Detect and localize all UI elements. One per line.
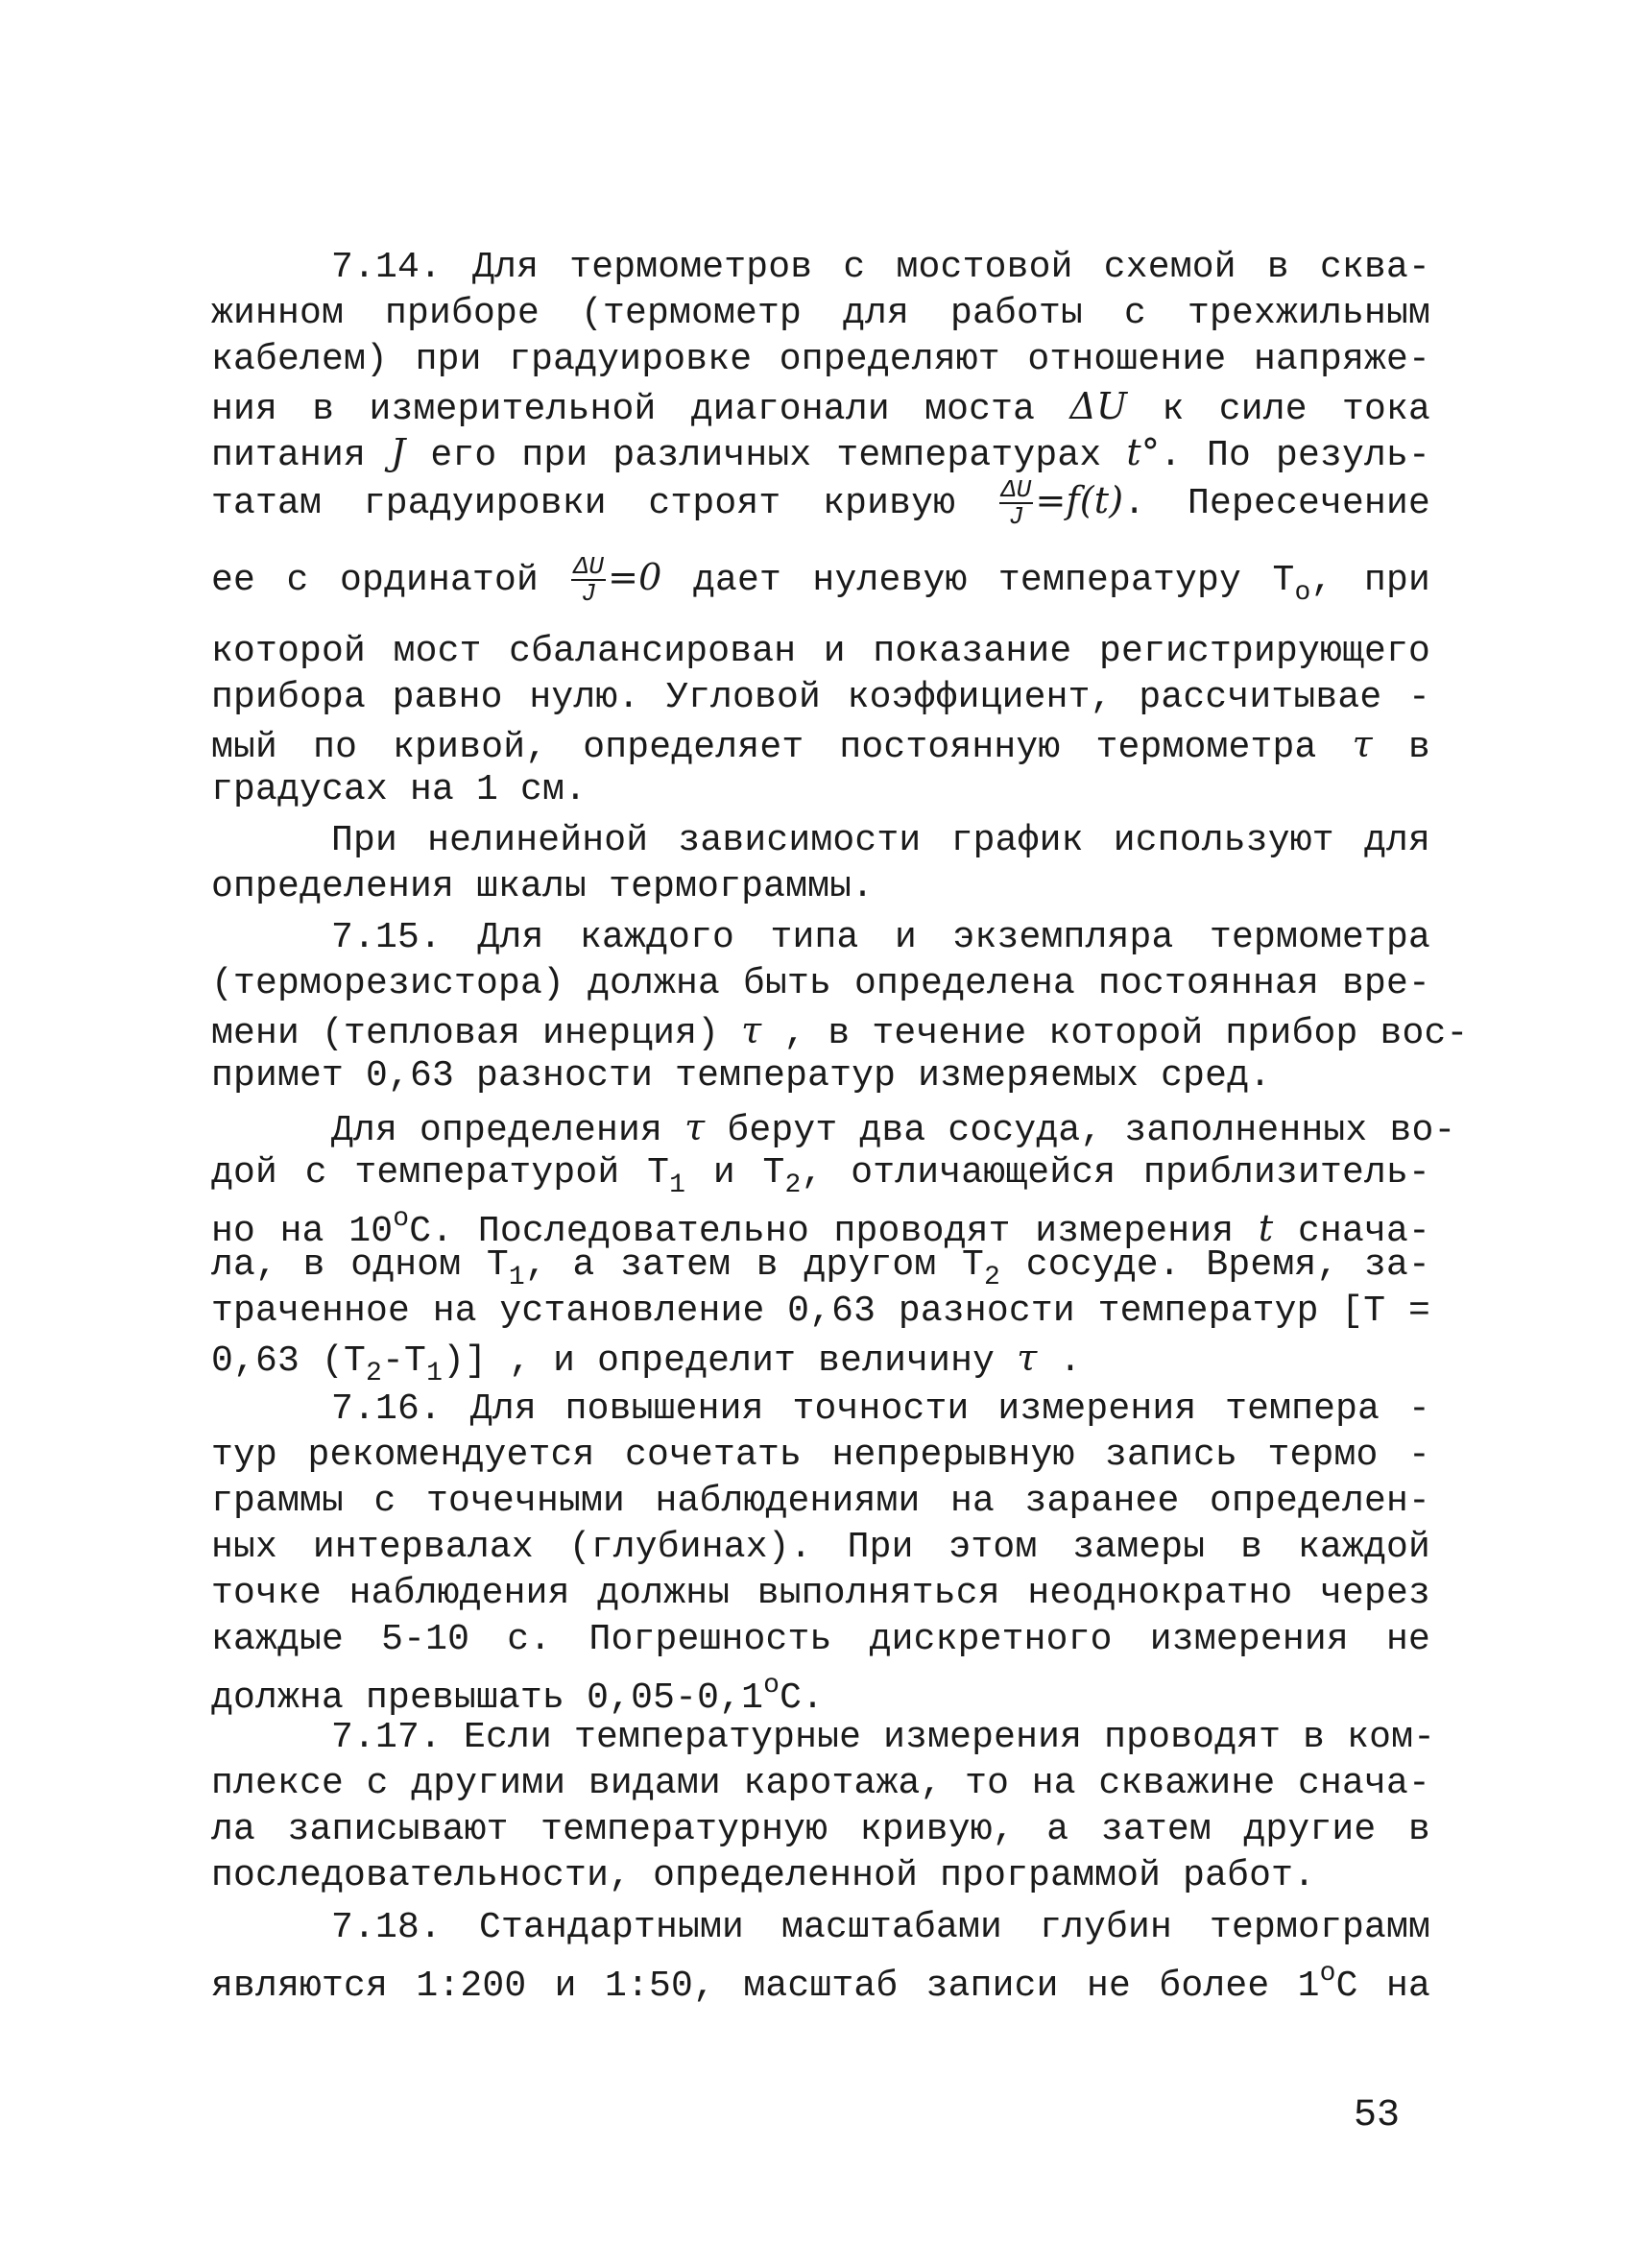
- text-line: Для определения τ берут два сосуда, заполненных во-: [331, 1106, 1456, 1151]
- text-line: ее с ординатой $\frac{\Delta U}{J}$ =0 дает нулевую температуру $T_o$, при: [211, 552, 1430, 609]
- text-line: граммы с точечными наблюдениями на заранее определен-: [211, 1481, 1430, 1522]
- text-line: 7.15. Для каждого типа и экземпляра термометра: [331, 917, 1430, 958]
- text-line: татам градуировки строят кривую $\frac{\Delta U}{J}$ =f(t). Пересечение: [211, 475, 1430, 531]
- tau-symbol: τ: [1352, 723, 1373, 765]
- text-line: 0,63 $(T_2-T_1)$] , и определит величину τ .: [211, 1337, 1082, 1388]
- text-line: кабелем) при градуировке определяют отношение напряже-: [211, 339, 1430, 380]
- text-line: жинном приборе (термометр для работы с трехжильным: [211, 293, 1430, 334]
- text-line: ла, в одном $T_1$, а затем в другом $T_2$ сосуде. Время, за-: [211, 1244, 1430, 1292]
- text-line: траченное на установление 0,63 разности температур [T =: [211, 1291, 1430, 1332]
- text-line: являются 1:200 и 1:50, масштаб записи не более 1$^o$С на: [211, 1959, 1430, 2007]
- tau-symbol: τ: [741, 1009, 762, 1051]
- text-line: ных интервалах (глубинах). При этом замеры в каждой: [211, 1527, 1430, 1568]
- text-line: 7.18. Стандартными масштабами глубин термограмм: [331, 1907, 1430, 1948]
- tau-symbol: τ: [684, 1106, 706, 1148]
- text-line: мени (тепловая инерция) τ , в течение которой прибор вос-: [211, 1009, 1469, 1054]
- current-symbol: J: [391, 431, 406, 473]
- text-line: (терморезистора) должна быть определена постоянная вре-: [211, 963, 1430, 1004]
- text-line: ния в измерительной диагонали моста ΔU к силе тока: [211, 385, 1430, 430]
- text-line: мый по кривой, определяет постоянную термометра τ в: [211, 723, 1430, 768]
- text-line: примет 0,63 разности температур измеряемых сред.: [211, 1055, 1272, 1097]
- text-line: но на 10$^o$С. Последовательно проводят измерения t снача-: [211, 1204, 1430, 1252]
- text-line: дой с температурой $T_1$ и $T_2$, отличающейся приблизитель-: [211, 1152, 1431, 1200]
- tau-symbol: τ: [1017, 1337, 1038, 1379]
- text-line: градусах на 1 см.: [211, 769, 588, 810]
- delta-u-symbol: ΔU: [1069, 385, 1128, 427]
- text-line: прибора равно нулю. Угловой коэффициент, рассчитывае -: [211, 677, 1430, 718]
- fraction-du-over-j: $\frac{\Delta U}{J}$: [1000, 475, 1032, 531]
- text-line: тур рекомендуется сочетать непрерывную запись термо -: [211, 1435, 1430, 1476]
- text-line: питания J его при различных температурах t°. По резуль-: [211, 431, 1430, 476]
- text-line: При нелинейной зависимости график используют для: [331, 820, 1430, 861]
- text-line: плексе с другими видами каротажа, то на скважине снача-: [211, 1763, 1430, 1804]
- text-line: 7.17. Если температурные измерения проводят в ком-: [331, 1717, 1436, 1758]
- time-symbol: t: [1258, 1207, 1274, 1249]
- text-line: должна превышать 0,05-0,1$^o$С.: [211, 1671, 825, 1719]
- text-line: последовательности, определенной программой работ.: [211, 1855, 1316, 1896]
- text-line: определения шкалы термограммы.: [211, 866, 875, 907]
- temperature-symbol: t°: [1126, 431, 1161, 473]
- text-line: которой мост сбалансирован и показание регистрирующего: [211, 631, 1430, 672]
- text-line: точке наблюдения должны выполняться неоднократно через: [211, 1573, 1430, 1614]
- text-line: 7.16. Для повышения точности измерения темпера -: [331, 1388, 1430, 1430]
- fraction-du-over-j: $\frac{\Delta U}{J}$: [573, 552, 605, 608]
- text-line: ла записывают температурную кривую, а затем другие в: [211, 1809, 1430, 1850]
- text-line: 7.14. Для термометров с мостовой схемой в сква-: [331, 247, 1430, 288]
- text-line: каждые 5-10 с. Погрешность дискретного измерения не: [211, 1619, 1430, 1660]
- page-number: 53: [1354, 2094, 1401, 2137]
